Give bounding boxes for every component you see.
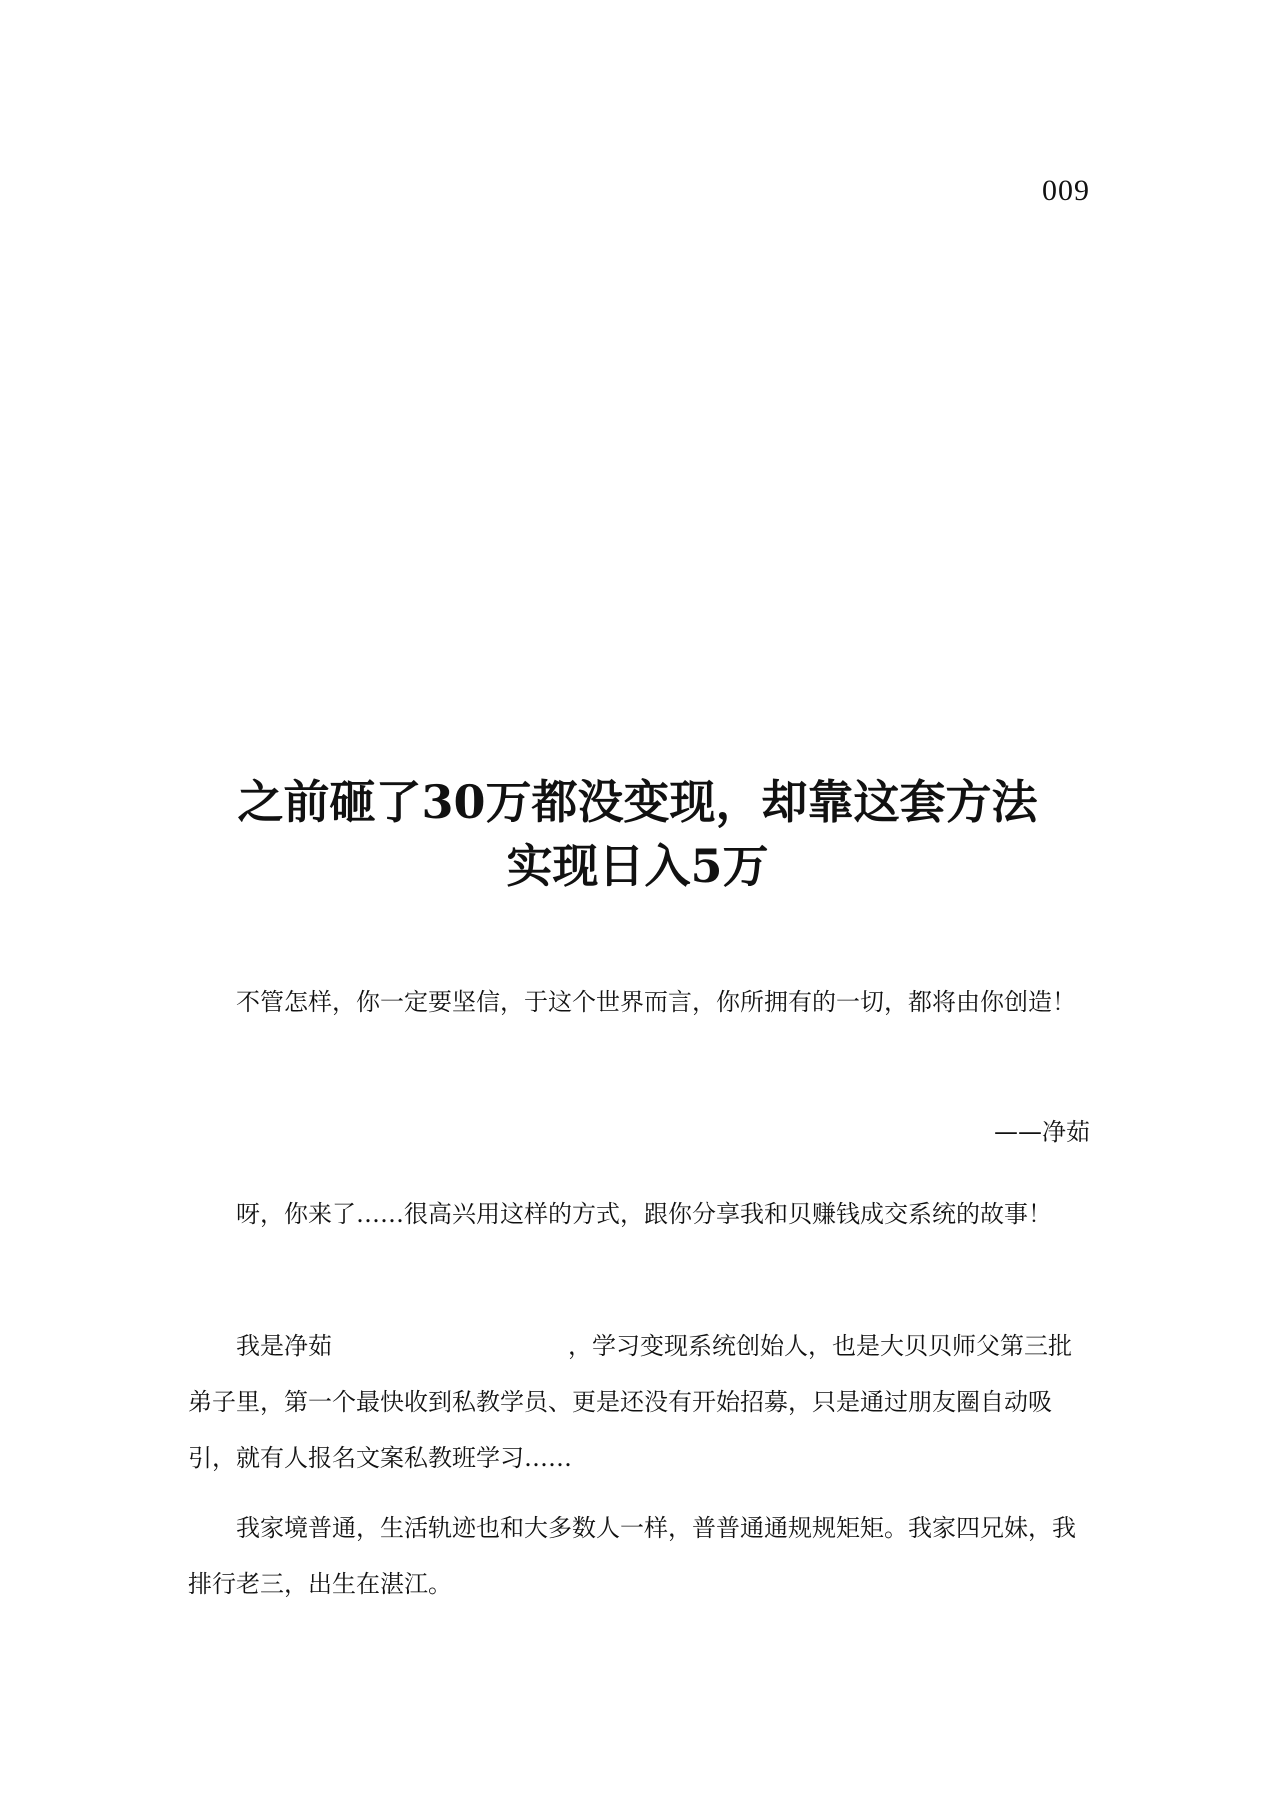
paragraph-family-background: 我家境普通，生活轨迹也和大多数人一样，普普通通规规矩矩。我家四兄妹，我排行老三，出生在湛江。 bbox=[188, 1514, 1076, 1598]
chapter-title bbox=[185, 770, 1090, 898]
epigraph-quote: 不管怎样，你一定要坚信，于这个世界而言，你所拥有的一切，都将由你创造！ bbox=[236, 988, 1076, 1016]
paragraph-about-author-rest: ，学习变现系统创始人，也是大贝贝师父第三批弟子里，第一个最快收到私教学员、更是还没有开始招募，只是通过朋友圈自动吸引，就有人报名文案私教班学习…… bbox=[188, 1332, 1072, 1472]
epigraph-author: ——净茹 bbox=[994, 1118, 1090, 1146]
paragraph-about-author bbox=[188, 1318, 1090, 1486]
chapter-title-line-2: 实现日入5万 bbox=[506, 839, 769, 893]
chapter-title-line-1: 之前砸了30万都没变现，却靠这套方法 bbox=[237, 775, 1038, 829]
paragraph-about-author-start: 我是净茹 bbox=[236, 1332, 332, 1360]
paragraph-intro: 呀，你来了……很高兴用这样的方式，跟你分享我和贝赚钱成交系统的故事！ bbox=[236, 1200, 1052, 1228]
page-number: 009 bbox=[1042, 174, 1090, 207]
